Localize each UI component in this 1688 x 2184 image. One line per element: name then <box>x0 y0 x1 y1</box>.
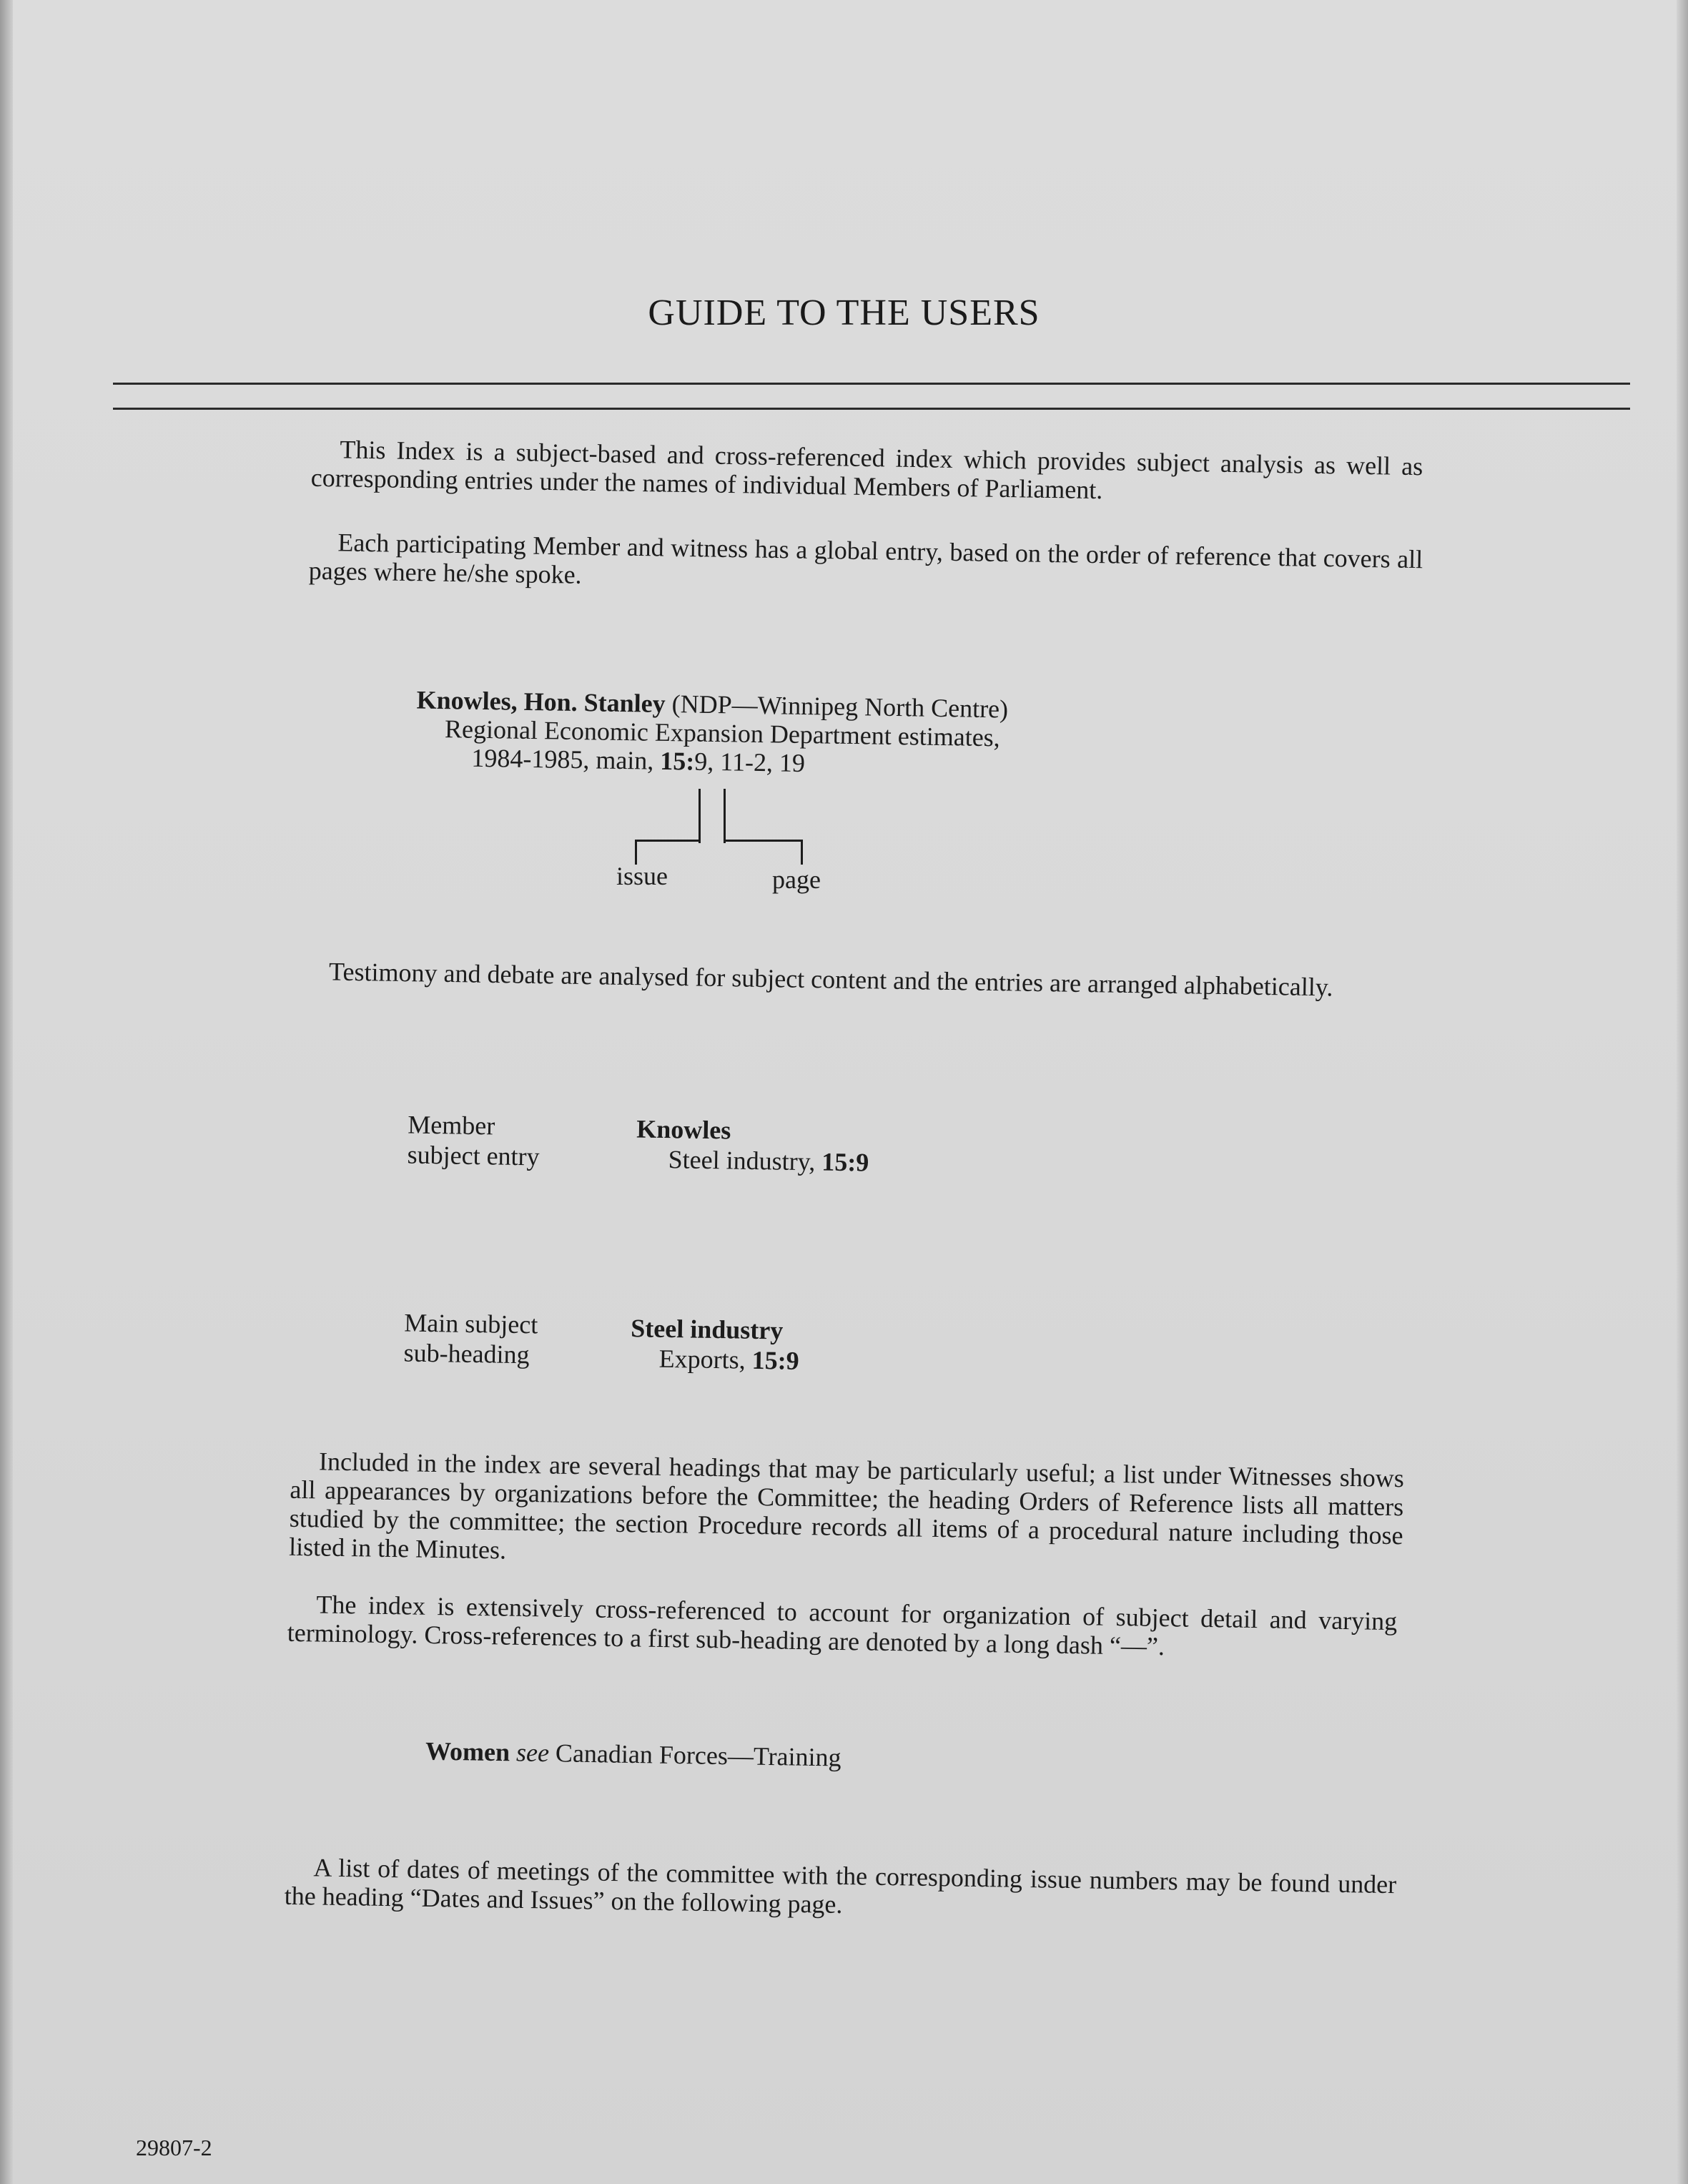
subject-heading-text: Steel industry <box>631 1314 784 1345</box>
member-subject-label-line1: Member <box>408 1110 495 1141</box>
issue-label: issue <box>616 862 668 890</box>
entry-page-numbers: 9, 11-2, 19 <box>694 747 806 778</box>
member-subheading <box>636 1143 869 1177</box>
page-title: GUIDE TO THE USERS <box>648 292 1040 333</box>
testimony-paragraph: Testimony and debate are analysed for subject content and the entries are arranged alphabetically. <box>328 957 1333 1002</box>
member-subject-example <box>636 1113 869 1177</box>
intro-paragraph-2: Each participating Member and witness has a global entry, based on the order of reference that covers all pages where he/she spoke. <box>308 528 1423 589</box>
entry-reference-prefix: 1984-1985, main, <box>471 743 661 775</box>
included-headings-paragraph: Included in the index are several headings that may be particularly useful; a list under Witnesses shows all appearances by organizations before the Committee; the heading Orders of Reference lists all matters studied by the committee; the section Procedure records all items of a procedural nature including those listed in the Minutes. <box>288 1447 1405 1565</box>
member-heading <box>636 1113 869 1147</box>
title-rule-top <box>113 383 1630 385</box>
cross-reference-paragraph: The index is extensively cross-referenced to account for organization of subject detail and varying terminology. Cross-references to a first sub-heading are denoted by a long dash “—”. <box>287 1590 1398 1661</box>
cross-ref-target: Canadian Forces—Training <box>548 1738 841 1772</box>
cross-ref-see: see <box>509 1738 550 1768</box>
member-heading-text: Knowles <box>636 1114 731 1145</box>
page-bracket-top <box>724 789 804 843</box>
member-subheading-text: Steel industry, <box>668 1145 822 1176</box>
cross-reference-example <box>425 1736 841 1772</box>
document-code: 29807-2 <box>136 2135 212 2160</box>
subject-subheading-ref: 15:9 <box>751 1345 799 1375</box>
member-subheading-ref: 15:9 <box>821 1147 869 1177</box>
subject-subheading <box>630 1343 799 1376</box>
member-entry-example <box>415 686 1008 781</box>
main-subject-label-line1: Main subject <box>404 1308 538 1339</box>
subject-subheading-text: Exports, <box>658 1344 752 1374</box>
entry-issue-number: 15: <box>660 746 695 776</box>
dates-paragraph: A list of dates of meetings of the committee with the corresponding issue numbers may be found under the heading “Dates and Issues” on the following page. <box>284 1853 1397 1919</box>
member-subject-label <box>407 1110 540 1172</box>
member-subject-label-line2: subject entry <box>407 1140 540 1171</box>
main-subject-label <box>403 1308 538 1370</box>
subject-heading <box>631 1313 800 1346</box>
entry-member-name: Knowles, Hon. Stanley <box>416 685 666 718</box>
cross-ref-heading: Women <box>425 1736 510 1767</box>
main-subject-example <box>630 1313 799 1376</box>
title-rule-bottom <box>113 408 1630 410</box>
page-bracket-bottom <box>724 840 803 865</box>
intro-paragraph-1: This Index is a subject-based and cross-referenced index which provides subject analysis as well as corresponding entries under the names of individual Members of Parliament. <box>310 435 1423 505</box>
entry-affiliation: (NDP—Winnipeg North Centre) <box>665 689 1009 724</box>
page-label: page <box>772 865 821 894</box>
issue-bracket-top <box>635 789 701 843</box>
entry-subject-line: Regional Economic Expansion Department estimates, <box>444 714 1001 752</box>
main-subject-label-line2: sub-heading <box>403 1338 530 1369</box>
